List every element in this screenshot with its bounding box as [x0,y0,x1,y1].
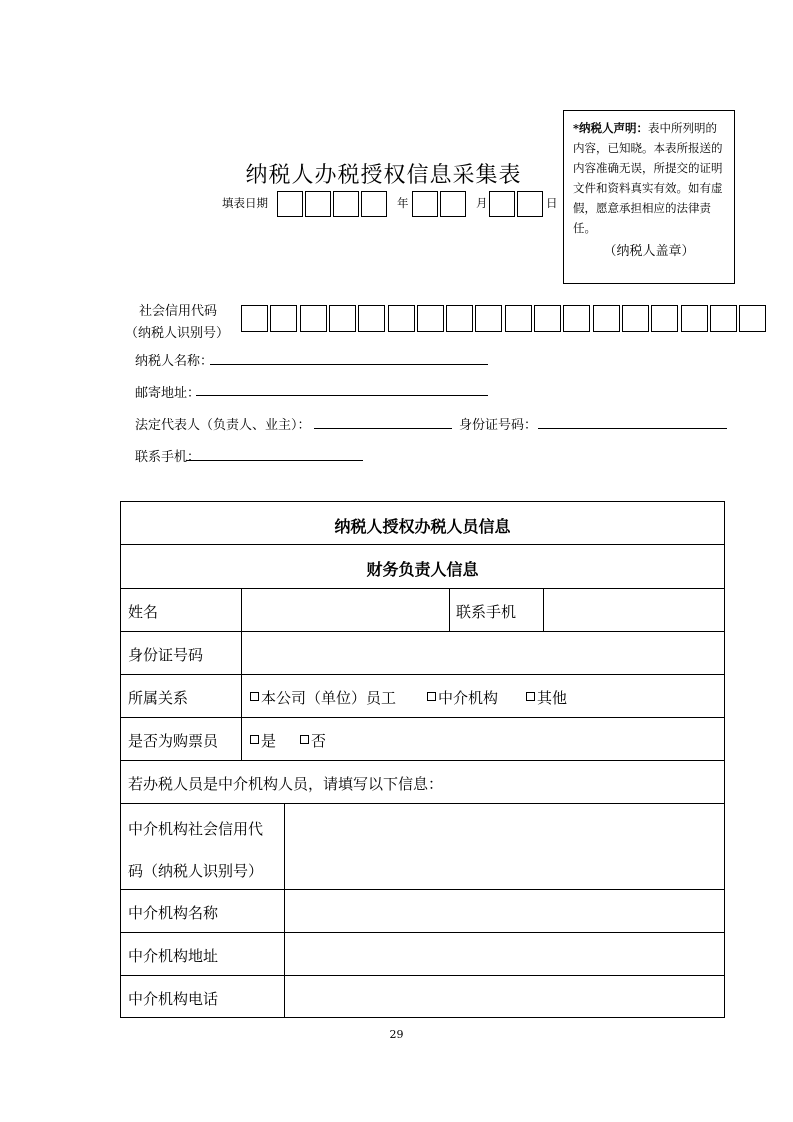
day-digit-box[interactable] [517,191,543,217]
day-digit-box[interactable] [489,191,515,217]
credit-code-digit-box[interactable] [710,305,737,332]
credit-code-digit-box[interactable] [651,305,678,332]
checkbox-icon[interactable] [526,692,535,701]
relation-label: 所属关系 [128,689,189,707]
year-digit-box[interactable] [333,191,359,217]
credit-code-digit-box[interactable] [446,305,473,332]
agency-phone-label: 中介机构电话 [128,990,219,1008]
year-digit-box[interactable] [305,191,331,217]
credit-code-digit-box[interactable] [329,305,356,332]
credit-code-digit-box[interactable] [505,305,532,332]
checkbox-icon[interactable] [427,692,436,701]
agency-address-label: 中介机构地址 [128,947,219,965]
name-label: 姓名 [128,603,159,621]
relation-option-employee[interactable]: 本公司（单位）员工 [250,687,396,708]
credit-code-sublabel: （纳税人识别号） [125,326,230,341]
legal-rep-label: 法定代表人（负责人、业主）： [135,418,311,433]
phone-line[interactable] [186,444,363,461]
mailing-address-label: 邮寄地址： [135,386,201,401]
checkbox-icon[interactable] [300,735,309,744]
month-digit-box[interactable] [440,191,466,217]
agency-name-label: 中介机构名称 [128,904,219,922]
mailing-address-line[interactable] [196,379,488,396]
legal-rep-line[interactable] [314,412,452,429]
relation-option-agency[interactable]: 中介机构 [427,687,498,708]
year-label: 年 [397,196,409,210]
credit-code-digit-box[interactable] [534,305,561,332]
credit-code-digit-box[interactable] [388,305,415,332]
id-card-label: 身份证号码 [128,646,204,664]
name-input[interactable] [242,589,448,630]
credit-code-label: 社会信用代码 [139,304,218,319]
taxpayer-declaration-box [563,110,735,284]
agency-address-input[interactable] [285,933,724,974]
taxpayer-name-label: 纳税人名称： [135,354,214,369]
page-number: 29 [389,1028,404,1041]
agency-name-input[interactable] [285,890,724,931]
agency-code-label-line2: 码（纳税人识别号） [128,862,264,880]
credit-code-digit-box[interactable] [681,305,708,332]
declaration-lead: *纳税人声明： [573,121,649,135]
credit-code-digit-box[interactable] [593,305,620,332]
credit-code-digit-box[interactable] [358,305,385,332]
ticket-buyer-label: 是否为购票员 [128,732,219,750]
form-title: 纳税人办税授权信息采集表 [245,163,522,188]
authorized-agent-table [120,501,725,1018]
year-digit-box[interactable] [277,191,303,217]
day-label: 日 [546,196,558,210]
year-digit-box[interactable] [361,191,387,217]
id-number-line[interactable] [538,412,727,429]
checkbox-icon[interactable] [250,735,259,744]
month-digit-box[interactable] [412,191,438,217]
credit-code-digit-box[interactable] [622,305,649,332]
declaration-text: 表中所列明的内容，已知晓。本表所报送的内容准确无误，所提交的证明文件和资料真实有效。如有虚假，愿意承担相应的法律责任。 [573,121,723,235]
id-number-label: 身份证号码： [459,418,538,433]
taxpayer-name-line[interactable] [210,348,488,365]
agency-code-input[interactable] [285,804,724,888]
agency-note: 若办税人员是中介机构人员，请填写以下信息： [128,775,444,793]
ticket-buyer-yes[interactable]: 是 [250,730,276,751]
credit-code-digit-box[interactable] [241,305,268,332]
relation-option-other[interactable]: 其他 [526,687,567,708]
phone-label: 联系手机： [135,450,201,465]
ticket-buyer-no[interactable]: 否 [300,730,326,751]
id-card-input[interactable] [242,632,724,673]
agency-code-label-line1: 中介机构社会信用代 [128,820,264,838]
credit-code-digit-box[interactable] [417,305,444,332]
credit-code-digit-box[interactable] [270,305,297,332]
credit-code-digit-box[interactable] [739,305,766,332]
credit-code-digit-box[interactable] [563,305,590,332]
table-subheader: 财务负责人信息 [366,560,479,579]
credit-code-digit-box[interactable] [475,305,502,332]
contact-phone-input[interactable] [544,589,724,630]
agency-phone-input[interactable] [285,976,724,1017]
credit-code-digit-box[interactable] [300,305,327,332]
checkbox-icon[interactable] [250,692,259,701]
month-label: 月 [476,196,488,210]
declaration-seal: （纳税人盖章） [603,244,695,259]
table-header: 纳税人授权办税人员信息 [334,517,511,536]
date-label: 填表日期 [222,196,268,210]
contact-phone-label: 联系手机 [456,603,517,621]
